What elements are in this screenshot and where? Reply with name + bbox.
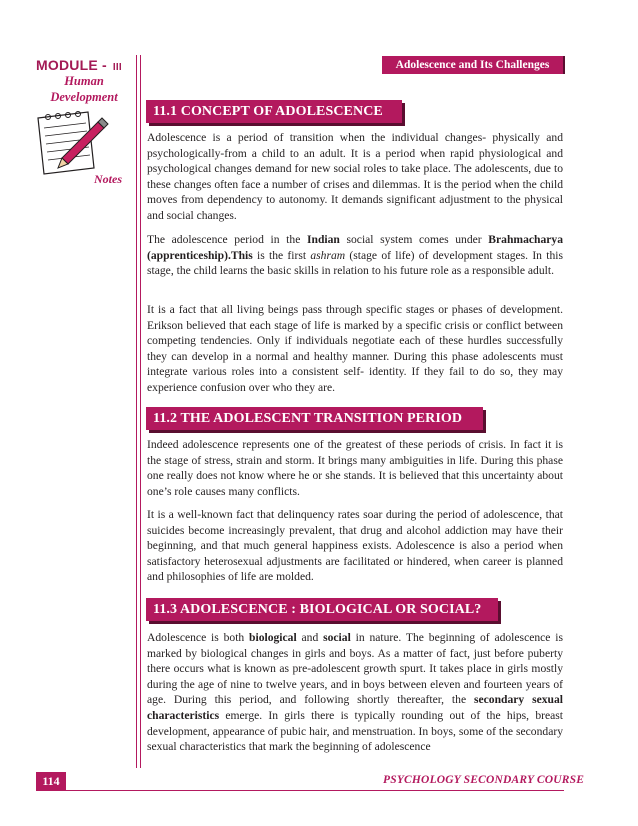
running-header: Adolescence and Its Challenges: [382, 56, 565, 74]
footer-course-title: PSYCHOLOGY SECONDARY COURSE: [383, 774, 585, 786]
paragraph-2-italic-ashram: ashram: [310, 248, 346, 262]
notes-label: Notes: [94, 172, 122, 186]
module-number: III: [112, 62, 122, 73]
paragraph-4: Indeed adolescence represents one of the greatest of these periods of crisis. In fact it is the stage of stress, strain and storm. It brings many ambiguities in life. During this phase one really does not know where he or she stands. It is believed that this uncertainty about one’s role causes many conflicts.: [147, 438, 563, 498]
paragraph-6: [147, 630, 563, 755]
notepad-pencil-icon: [32, 108, 110, 180]
section-heading-11-2: 11.2 THE ADOLESCENT TRANSITION PERIOD: [146, 407, 483, 430]
paragraph-2-text-4: (stage of life) of development stages. In this stage, the child learns the basic skills in relation to his future role as a responsible adult.: [147, 248, 563, 278]
section-heading-11-3: 11.3 ADOLESCENCE : BIOLOGICAL OR SOCIAL?: [146, 598, 498, 621]
paragraph-5: It is a well-known fact that delinquency rates soar during the period of adolescence, that suicides become increasingly prevalent, that drug and alcohol addiction may have their beginning, and that much general happiness exists. Adolescence is also a period when satisfactory heterosexual adjustments are facilitated or hindered, when career is planned and philosophies of life are molded.: [147, 508, 563, 584]
module-subtitle-line1: Human: [64, 74, 104, 88]
paragraph-1: Adolescence is a period of transition when the individual changes- physically and psychologically-from a child to an adult. It is a period when rapid physiological and psychological changes demand for new social roles to take place. The adolescents, due to these changes often face a number of crises and dilemmas. It is the period when the child moves from dependency to autonomy. It demands significant adjustment to the physical and social changes.: [147, 131, 563, 222]
paragraph-2-text-1: The adolescence period in the: [147, 233, 307, 246]
module-subtitle-line2: Development: [50, 90, 118, 104]
module-label-text: MODULE -: [36, 57, 107, 73]
footer-rule: [36, 790, 564, 791]
page-number: 114: [36, 772, 66, 790]
paragraph-2-bold-indian: Indian: [306, 233, 340, 246]
paragraph-6-bold-social: social: [323, 631, 351, 644]
paragraph-6-bold-biological: biological: [249, 631, 297, 644]
module-label: [36, 57, 122, 73]
margin-divider-line: [136, 55, 137, 768]
paragraph-6-text-1: Adolescence is both: [147, 631, 250, 644]
paragraph-6-text-4: emerge. In girls there is typically rounding out of the hips, breast development, appearance of pubic hair, and menstruation. In boys, some of the secondary sexual characteristics that mark the beginning of adolescence: [147, 708, 563, 754]
paragraph-2-text-3: is the first: [252, 248, 311, 262]
section-heading-11-1: 11.1 CONCEPT OF ADOLESCENCE: [146, 100, 402, 123]
paragraph-2: [147, 232, 563, 279]
paragraph-6-text-3: in nature. The beginning of adolescence is marked by biological changes in girls and boys. As a matter of fact, just before puberty there occurs what is known as pre-adolescent growth spurt. It takes place in girls mostly during the age of nine to twelve years, and in boys between eleven and fourteen years of age. During this period, and following shortly thereafter, the: [147, 631, 563, 707]
paragraph-6-bold-secondary-sexual: secondary sexual characteristics: [147, 693, 563, 722]
paragraph-3: It is a fact that all living beings pass through specific stages or phases of development. Erikson believed that each stage of life is marked by a specific crisis or conflict between competing tendencies. Only if individuals negotiate each of these hurdles successfully they can develop in a normal and healthy manner. During this phase adolescents must integrate various roles into a consistent self- identity. If they fail to do so, they may experience confusion over who they are.: [147, 303, 563, 394]
margin-divider-line-inner: [140, 55, 141, 768]
paragraph-2-text-2: social system comes under: [339, 233, 489, 246]
paragraph-2-bold-brahmacharya: Brahmacharya (apprenticeship).This: [147, 233, 563, 262]
paragraph-6-text-2: and: [296, 631, 324, 644]
